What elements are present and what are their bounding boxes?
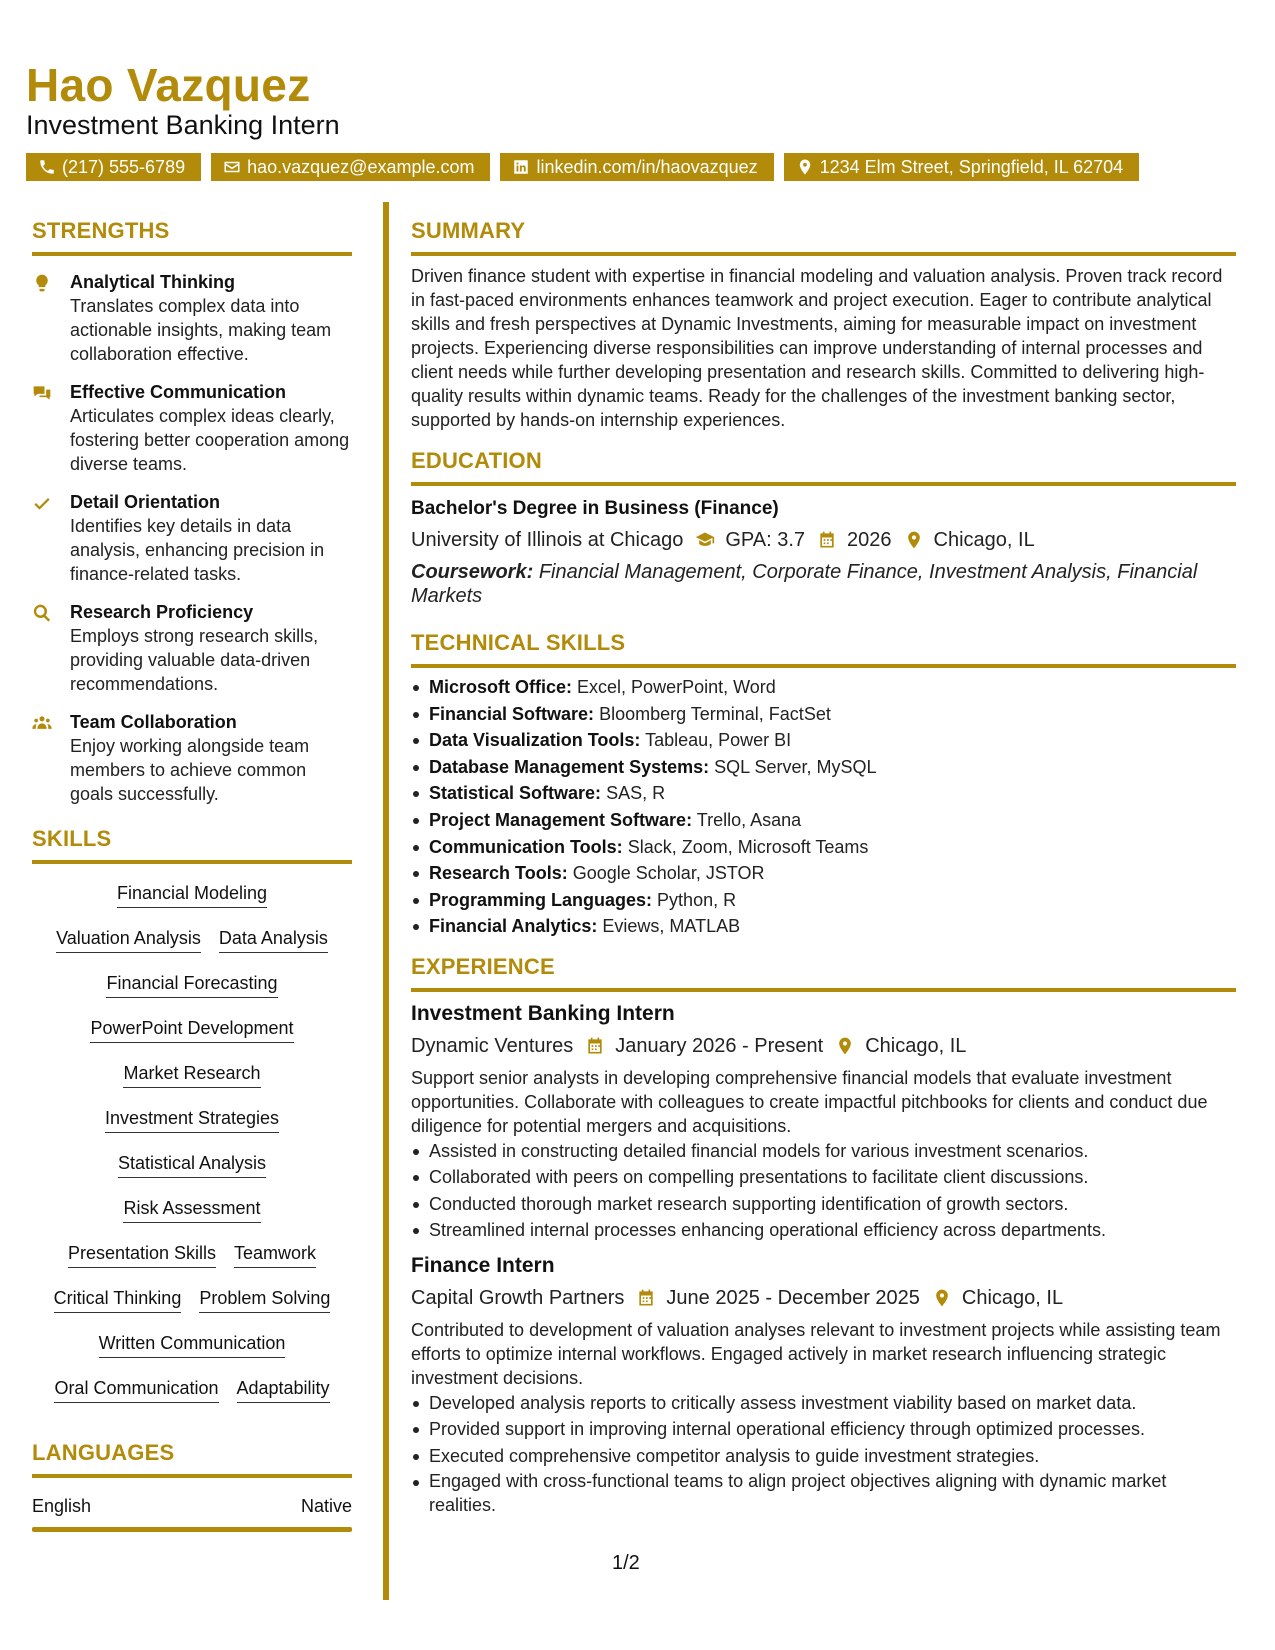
lightbulb-icon — [32, 273, 52, 293]
page-number: 1/2 — [612, 1552, 640, 1574]
technical-skills-list — [411, 674, 1236, 940]
skills-list — [32, 876, 352, 1416]
strength-name: Team Collaboration — [70, 712, 237, 732]
list-item — [411, 754, 1236, 781]
coursework-label: Coursework: — [411, 561, 534, 583]
strength-item — [32, 600, 352, 696]
candidate-name: Hao Vazquez — [26, 59, 311, 111]
job-location: Chicago, IL — [961, 1286, 1064, 1309]
job-bullets — [411, 1390, 1236, 1518]
strengths-section — [32, 218, 352, 806]
skills-section — [32, 826, 352, 1416]
section-rule — [32, 252, 352, 256]
strength-name: Research Proficiency — [70, 602, 254, 622]
section-rule — [32, 1474, 352, 1478]
skill-tag: Written Communication — [99, 1332, 286, 1358]
list-item: Provided support in improving internal operational efficiency through optimized processes. — [411, 1416, 1236, 1443]
company-name: Capital Growth Partners — [411, 1286, 625, 1309]
strength-desc: Enjoy working alongside team members to achieve common goals successfully. — [70, 736, 310, 804]
list-item — [411, 674, 1236, 701]
skill-tag: Adaptability — [237, 1377, 330, 1403]
skill-tag: Problem Solving — [199, 1287, 330, 1313]
list-item — [411, 913, 1236, 940]
envelope-icon — [223, 158, 241, 176]
list-item — [411, 701, 1236, 728]
strength-desc: Employs strong research skills, providing valuable data-driven recommendations. — [70, 626, 319, 694]
tech-skill-label: Statistical Software: — [429, 783, 602, 804]
skill-tag: Teamwork — [234, 1242, 316, 1268]
tech-skill-value: SQL Server, MySQL — [714, 756, 877, 777]
contact-phone[interactable] — [26, 153, 201, 181]
job-dates: January 2026 - Present — [615, 1034, 824, 1057]
job-meta — [411, 1032, 1236, 1060]
job-dates: June 2025 - December 2025 — [666, 1286, 920, 1309]
list-item: Assisted in constructing detailed financial models for various investment scenarios. — [411, 1138, 1236, 1165]
column-divider — [383, 202, 389, 1600]
job-title: Investment Banking Intern — [411, 1001, 675, 1025]
tech-skill-label: Financial Software: — [429, 703, 595, 724]
calendar-icon — [585, 1036, 605, 1056]
candidate-title: Investment Banking Intern — [26, 110, 340, 140]
skill-tag: Financial Forecasting — [106, 972, 277, 998]
right-column — [411, 218, 1236, 1517]
experience-section — [411, 954, 1236, 1518]
strength-item — [32, 710, 352, 806]
list-item: Conducted thorough market research supporting identification of growth sectors. — [411, 1191, 1236, 1218]
language-row — [32, 1496, 352, 1517]
graduation-cap-icon — [695, 530, 715, 550]
experience-heading: EXPERIENCE — [411, 953, 555, 979]
tech-skill-value: Excel, PowerPoint, Word — [577, 677, 776, 697]
language-level-bar — [32, 1527, 352, 1532]
education-meta — [411, 526, 1236, 554]
strength-desc: Articulates complex ideas clearly, fostering better cooperation among diverse teams. — [70, 406, 350, 474]
contact-email[interactable] — [211, 153, 490, 181]
list-item — [411, 887, 1236, 914]
tech-skill-value: Google Scholar, JSTOR — [572, 863, 765, 884]
technical-skills-section — [411, 630, 1236, 940]
tech-skill-value: Python, R — [657, 889, 737, 910]
job-bullets — [411, 1138, 1236, 1244]
job-summary: Support senior analysts in developing comprehensive financial models that evaluate investment opportunities. Collaborate with colleagues to create impactful pitchbooks for clients and conduct due diligence for potential mergers and acquisitions. — [411, 1067, 1208, 1136]
gpa: GPA: 3.7 — [725, 529, 806, 551]
list-item: Collaborated with peers on compelling presentations to facilitate client discussions. — [411, 1164, 1236, 1191]
languages-heading: LANGUAGES — [32, 1440, 175, 1465]
strength-desc: Translates complex data into actionable insights, making team collaboration effective. — [70, 296, 332, 364]
location-pin-icon — [796, 158, 814, 176]
skills-heading: SKILLS — [32, 826, 112, 851]
strength-item — [32, 270, 352, 366]
summary-section — [411, 218, 1236, 432]
contact-phone-text: (217) 555-6789 — [62, 156, 186, 177]
calendar-icon — [817, 530, 837, 550]
skill-tag: Market Research — [123, 1062, 260, 1088]
section-rule — [411, 482, 1236, 486]
contact-bar — [26, 153, 1139, 181]
technical-skills-heading: TECHNICAL SKILLS — [411, 630, 626, 655]
strength-name: Analytical Thinking — [70, 272, 236, 292]
summary-text: Driven finance student with expertise in financial modeling and valuation analysis. Proven track record in fast-paced environments enhances teamwork and project execution. Eager to contribute analytical skills and fresh perspectives at Dynamic Investments, aiming for measurable impact on investment projects. Experiencing diverse responsibilities can improve understanding of internal processes and client needs while further developing presentation and research skills. Committed to delivering high-quality results within dynamic teams. Ready for the challenges of the investment banking sector, supported by hands-on internship experiences. — [411, 266, 1223, 430]
summary-heading: SUMMARY — [411, 218, 526, 243]
list-item: Streamlined internal processes enhancing operational efficiency across departments. — [411, 1217, 1236, 1244]
contact-address — [784, 153, 1140, 181]
language-name: English — [32, 1496, 92, 1516]
education-location: Chicago, IL — [933, 529, 1035, 551]
list-item: Executed comprehensive competitor analysis to guide investment strategies. — [411, 1443, 1236, 1470]
tech-skill-label: Communication Tools: — [429, 836, 623, 857]
list-item: Developed analysis reports to critically assess investment viability based on market data. — [411, 1390, 1236, 1417]
skill-tag: Data Analysis — [219, 927, 328, 953]
tech-skill-value: Trello, Asana — [696, 809, 802, 830]
tech-skill-label: Data Visualization Tools: — [429, 730, 641, 751]
list-item — [411, 780, 1236, 807]
contact-email-text: hao.vazquez@example.com — [247, 156, 475, 177]
tech-skill-label: Financial Analytics: — [429, 916, 598, 937]
list-item — [411, 860, 1236, 887]
skill-tag: Critical Thinking — [54, 1287, 182, 1313]
magnifier-icon — [32, 603, 52, 623]
tech-skill-label: Project Management Software: — [429, 809, 693, 830]
tech-skill-label: Database Management Systems: — [429, 756, 710, 777]
calendar-icon — [636, 1288, 656, 1308]
people-icon — [32, 713, 52, 733]
language-level: Native — [300, 1496, 352, 1516]
skill-tag: Financial Modeling — [117, 882, 267, 908]
tech-skill-value: SAS, R — [606, 783, 666, 804]
section-rule — [411, 988, 1236, 992]
strength-item — [32, 380, 352, 476]
location-pin-icon — [835, 1036, 855, 1056]
education-section — [411, 448, 1236, 608]
section-rule — [411, 664, 1236, 668]
strength-desc: Identifies key details in data analysis, enhancing precision in finance-related tasks. — [70, 516, 325, 584]
coursework-list: Financial Management, Corporate Finance, Investment Analysis, Financial Markets — [411, 561, 1198, 607]
job-title: Finance Intern — [411, 1253, 555, 1277]
tech-skill-value: Bloomberg Terminal, FactSet — [599, 703, 831, 724]
strength-name: Detail Orientation — [70, 492, 221, 512]
section-rule — [32, 860, 352, 864]
tech-skill-label: Microsoft Office: — [429, 677, 573, 697]
job-summary: Contributed to development of valuation analyses relevant to investment projects while assisting team efforts to optimize internal workflows. Engaged actively in market research influencing strategic investment decisions. — [411, 1319, 1221, 1388]
skill-tag: Statistical Analysis — [118, 1152, 266, 1178]
contact-linkedin[interactable] — [500, 153, 773, 181]
languages-section — [32, 1440, 352, 1532]
skill-tag: Valuation Analysis — [56, 927, 201, 953]
job-entry — [411, 1252, 1236, 1518]
tech-skill-label: Research Tools: — [429, 863, 568, 884]
left-column — [32, 218, 352, 1532]
section-rule — [411, 252, 1236, 256]
list-item: Engaged with cross-functional teams to align project objectives aligning with dynamic market realities. — [411, 1469, 1236, 1517]
list-item — [411, 807, 1236, 834]
graduation-year: 2026 — [847, 529, 892, 551]
tech-skill-label: Programming Languages: — [429, 889, 653, 910]
contact-address-text: 1234 Elm Street, Springfield, IL 62704 — [819, 156, 1124, 177]
skill-tag: Presentation Skills — [68, 1242, 216, 1268]
list-item — [411, 834, 1236, 861]
skill-tag: Oral Communication — [54, 1377, 218, 1403]
tech-skill-value: Tableau, Power BI — [645, 730, 792, 751]
list-item — [411, 727, 1236, 754]
job-entry — [411, 1000, 1236, 1244]
coursework — [411, 560, 1236, 608]
location-pin-icon — [904, 530, 924, 550]
phone-icon — [38, 158, 56, 176]
degree-title: Bachelor's Degree in Business (Finance) — [411, 498, 779, 519]
contact-linkedin-text: linkedin.com/in/haovazquez — [536, 156, 758, 177]
school-name: University of Illinois at Chicago — [411, 529, 684, 551]
tech-skill-value: Eviews, MATLAB — [602, 916, 741, 937]
skill-tag: Risk Assessment — [123, 1197, 260, 1223]
tech-skill-value: Slack, Zoom, Microsoft Teams — [627, 836, 869, 857]
company-name: Dynamic Ventures — [411, 1034, 574, 1057]
strength-name: Effective Communication — [70, 382, 287, 402]
skill-tag: PowerPoint Development — [90, 1017, 293, 1043]
checkmark-icon — [32, 493, 52, 513]
strength-item — [32, 490, 352, 586]
job-meta — [411, 1284, 1236, 1312]
education-heading: EDUCATION — [411, 448, 542, 473]
strengths-heading: STRENGTHS — [32, 218, 170, 243]
linkedin-icon — [512, 158, 530, 176]
skill-tag: Investment Strategies — [105, 1107, 279, 1133]
job-location: Chicago, IL — [865, 1034, 967, 1057]
location-pin-icon — [932, 1288, 952, 1308]
chat-bubbles-icon — [32, 383, 52, 403]
